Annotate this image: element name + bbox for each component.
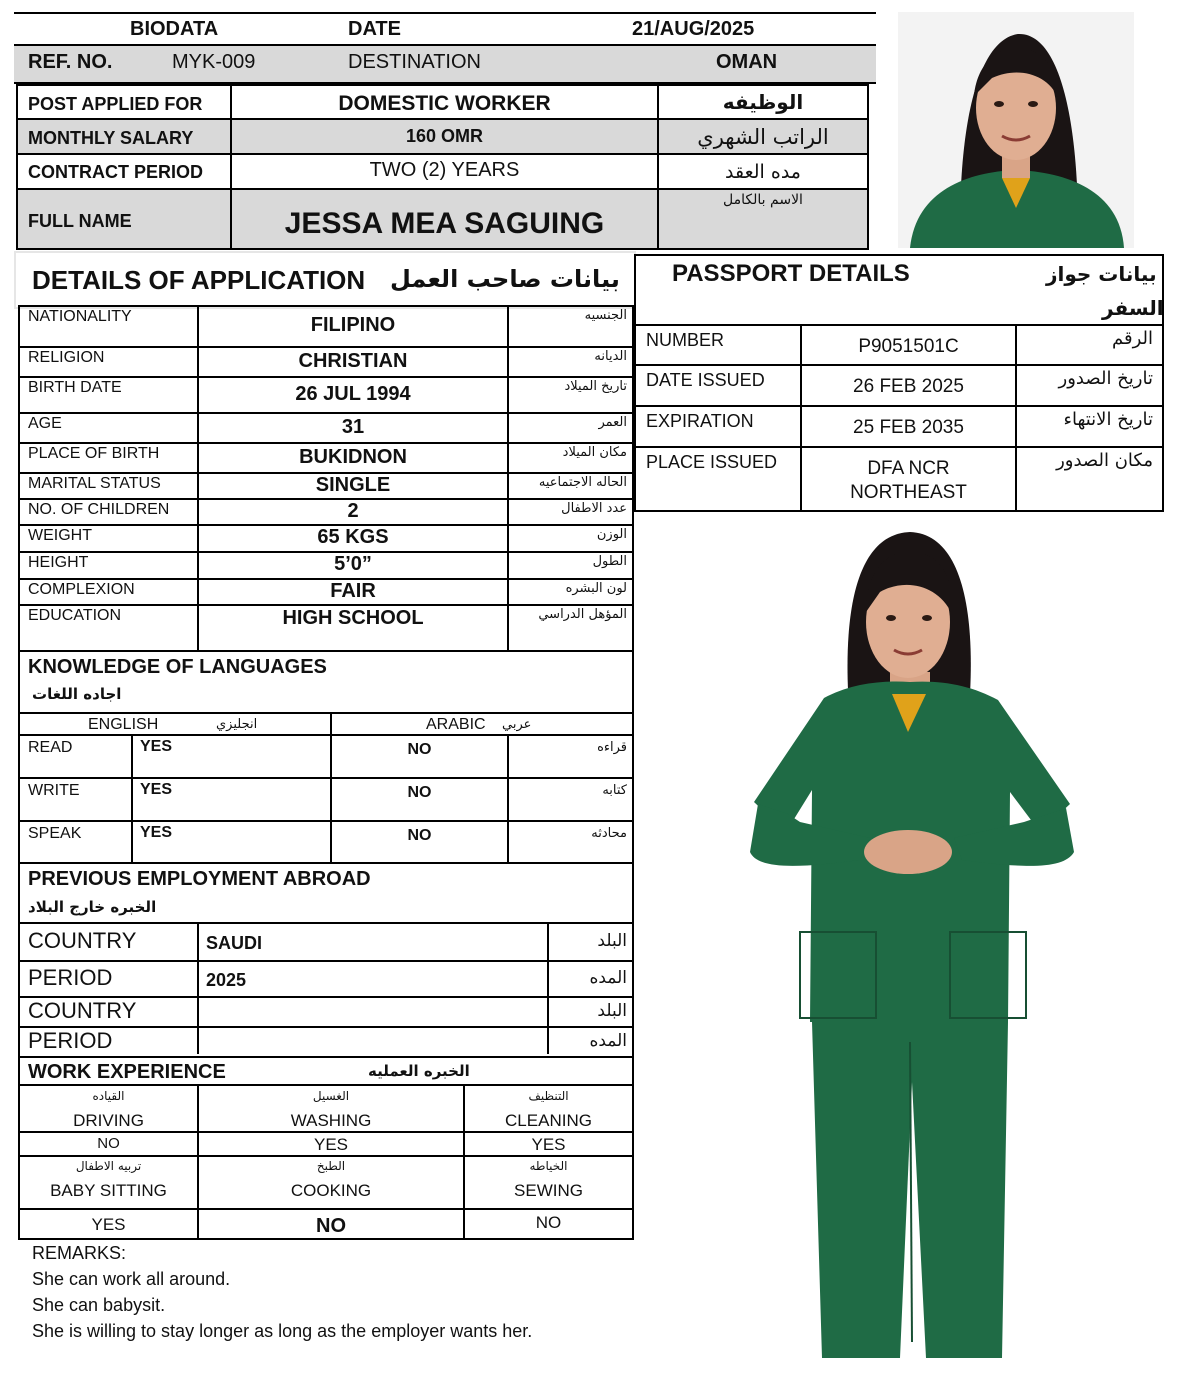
skill-label: DRIVING xyxy=(73,1111,144,1130)
skill-value: NO xyxy=(316,1215,346,1237)
languages-title: KNOWLEDGE OF LANGUAGES xyxy=(28,656,327,678)
arabic-label: ARABIC xyxy=(426,716,486,733)
name-label: FULL NAME xyxy=(28,211,132,231)
divider xyxy=(20,1084,632,1086)
passport-value: P9051501C xyxy=(858,336,959,357)
skill-label-ar: الطبخ xyxy=(316,1159,346,1173)
contract-value: TWO (2) YEARS xyxy=(369,158,520,181)
skill-label: BABY SITTING xyxy=(50,1181,167,1200)
field-label: BIRTH DATE xyxy=(28,379,122,396)
field-label-ar: تاريخ الميلاد xyxy=(564,379,627,394)
field-label: AGE xyxy=(28,415,62,432)
field-label-ar: الطول xyxy=(592,554,627,569)
salary-ar: الراتب الشهري xyxy=(697,125,829,149)
skill-label-ar: الخياطه xyxy=(529,1159,568,1173)
field-label-ar: الديانه xyxy=(594,349,627,364)
salary-value: 160 OMR xyxy=(405,125,484,146)
language-skill-ar: محادثه xyxy=(591,826,627,841)
field-value: FILIPINO xyxy=(310,314,396,336)
field-value: 65 KGS xyxy=(317,526,389,548)
field-value: 5’0” xyxy=(334,553,372,575)
field-label: COMPLEXION xyxy=(28,581,135,598)
application-title: DETAILS OF APPLICATION xyxy=(32,265,366,295)
skill-value: YES xyxy=(531,1135,566,1154)
passport-label-ar: تاريخ الصدور xyxy=(1058,368,1153,389)
salary-label: MONTHLY SALARY xyxy=(28,128,194,148)
skill-label-ar: القياده xyxy=(92,1089,125,1103)
field-value: CHRISTIAN xyxy=(298,349,408,372)
employment-value: SAUDI xyxy=(206,932,263,953)
post-label: POST APPLIED FOR xyxy=(28,94,203,114)
english-ar: انجليزي xyxy=(216,717,258,732)
field-value: 31 xyxy=(341,415,365,438)
divider xyxy=(636,324,1162,326)
work-title-ar: الخبره العمليه xyxy=(368,1062,470,1080)
skill-value: YES xyxy=(91,1215,126,1234)
employment-label-ar: البلد xyxy=(597,1001,627,1021)
employment-label-ar: البلد xyxy=(597,931,627,951)
passport-title-ar: السفر xyxy=(1102,296,1164,320)
reference-row xyxy=(14,44,876,84)
skill-label: SEWING xyxy=(514,1181,583,1200)
passport-label: EXPIRATION xyxy=(646,411,754,431)
employment-label: COUNTRY xyxy=(28,998,137,1023)
skill-label: COOKING xyxy=(290,1181,372,1200)
arabic-level: NO xyxy=(407,827,432,844)
field-value: BUKIDNON xyxy=(299,445,407,468)
field-label: MARITAL STATUS xyxy=(28,475,161,492)
divider xyxy=(20,820,632,822)
employment-label: PERIOD xyxy=(28,965,113,990)
post-ar: الوظيفه xyxy=(722,90,804,114)
arabic-level: NO xyxy=(407,741,432,758)
field-label: NATIONALITY xyxy=(28,308,132,325)
divider xyxy=(131,736,133,862)
language-skill-label: READ xyxy=(28,739,73,756)
field-value: 2 xyxy=(347,499,359,522)
field-label: RELIGION xyxy=(28,349,105,366)
field-value: HIGH SCHOOL xyxy=(282,606,424,629)
field-label-ar: عدد الاطفال xyxy=(561,501,627,516)
employment-label: PERIOD xyxy=(28,1028,113,1053)
divider xyxy=(20,1155,632,1157)
english-label: ENGLISH xyxy=(88,716,159,733)
field-label-ar: الحاله الاجتماعيه xyxy=(538,475,627,490)
name-ar: الاسم بالكامل xyxy=(723,192,803,208)
field-label-ar: لون البشره xyxy=(565,581,627,596)
remarks-line: She can babysit. xyxy=(32,1295,166,1315)
languages-title-ar: اجاده اللغات xyxy=(32,685,122,703)
remarks-title: REMARKS: xyxy=(32,1243,127,1263)
passport-label: NUMBER xyxy=(646,330,725,350)
biodata-title: BIODATA xyxy=(130,18,219,40)
arabic-level: NO xyxy=(407,784,432,801)
destination-value: OMAN xyxy=(716,51,778,73)
divider xyxy=(636,446,1162,448)
field-label: PLACE OF BIRTH xyxy=(28,445,160,462)
field-label-ar: الجنسيه xyxy=(584,308,627,323)
passport-title: PASSPORT DETAILS xyxy=(672,260,910,287)
skill-label: CLEANING xyxy=(505,1111,592,1130)
field-value: FAIR xyxy=(330,579,376,602)
field-label: EDUCATION xyxy=(28,607,122,624)
arabic-ar: عربي xyxy=(502,717,532,732)
field-label-ar: العمر xyxy=(598,415,627,430)
divider xyxy=(20,1131,632,1133)
name-value: JESSA MEA SAGUING xyxy=(284,207,605,240)
field-label: NO. OF CHILDREN xyxy=(28,501,170,518)
header-row xyxy=(14,12,876,46)
divider xyxy=(636,405,1162,407)
divider xyxy=(20,1208,632,1210)
english-level: YES xyxy=(140,738,173,755)
employment-value: 2025 xyxy=(206,969,247,990)
english-level: YES xyxy=(140,824,173,841)
passport-value: DFA NCR xyxy=(867,458,950,479)
field-label-ar: الوزن xyxy=(596,527,627,542)
application-title-ar: بيانات صاحب العمل xyxy=(390,265,620,293)
passport-value: NORTHEAST xyxy=(850,482,967,503)
contract-label: CONTRACT PERIOD xyxy=(28,162,203,182)
post-value: DOMESTIC WORKER xyxy=(338,92,551,115)
ref-value: MYK-009 xyxy=(172,51,256,73)
full-body-photo xyxy=(740,522,1080,1370)
divider xyxy=(197,924,199,1054)
contract-ar: مده العقد xyxy=(725,160,801,183)
field-label: WEIGHT xyxy=(28,527,92,544)
field-label: HEIGHT xyxy=(28,554,89,571)
language-skill-ar: قراءه xyxy=(597,740,627,755)
application-title-bar xyxy=(16,253,634,307)
language-skill-label: SPEAK xyxy=(28,825,82,842)
passport-label-ar: مكان الصدور xyxy=(1056,450,1153,471)
remarks-line: She is willing to stay longer as long as the employer wants her. xyxy=(32,1321,533,1341)
employment-label-ar: المده xyxy=(589,968,627,988)
skill-label-ar: تربيه الاطفال xyxy=(75,1159,142,1173)
skill-value: NO xyxy=(535,1213,562,1232)
field-value: SINGLE xyxy=(315,473,391,496)
work-title: WORK EXPERIENCE xyxy=(28,1061,226,1083)
skill-label-ar: التنظيف xyxy=(528,1089,569,1103)
employment-title: PREVIOUS EMPLOYMENT ABROAD xyxy=(28,868,371,890)
skill-value: YES xyxy=(313,1135,349,1154)
destination-label: DESTINATION xyxy=(348,51,481,73)
passport-value: 26 FEB 2025 xyxy=(853,376,964,397)
date-value: 21/AUG/2025 xyxy=(632,18,755,40)
passport-label-ar: تاريخ الانتهاء xyxy=(1063,409,1153,430)
headshot-photo xyxy=(898,12,1134,248)
language-skill-ar: كتابه xyxy=(602,783,627,798)
skill-label-ar: الغسيل xyxy=(312,1089,350,1103)
field-value: 26 JUL 1994 xyxy=(295,382,411,405)
passport-label: DATE ISSUED xyxy=(646,370,765,390)
field-label-ar: المؤهل الدراسي xyxy=(538,607,627,622)
skill-value: NO xyxy=(97,1135,120,1152)
ref-label: REF. NO. xyxy=(28,51,113,73)
language-skill-label: WRITE xyxy=(28,782,80,799)
passport-label-ar: الرقم xyxy=(1111,328,1153,349)
passport-title-ar: بيانات جواز xyxy=(1046,262,1157,286)
divider xyxy=(636,364,1162,366)
divider xyxy=(20,777,632,779)
date-label: DATE xyxy=(348,18,401,40)
passport-value: 25 FEB 2035 xyxy=(853,417,964,438)
skill-label: WASHING xyxy=(290,1111,372,1130)
employment-label-ar: المده xyxy=(589,1031,627,1051)
remarks-line: She can work all around. xyxy=(32,1269,231,1289)
employment-label: COUNTRY xyxy=(28,928,137,953)
passport-label: PLACE ISSUED xyxy=(646,452,778,472)
english-level: YES xyxy=(140,781,173,798)
field-label-ar: مكان الميلاد xyxy=(562,445,627,460)
employment-title-ar: الخبره خارج البلاد xyxy=(28,898,157,916)
